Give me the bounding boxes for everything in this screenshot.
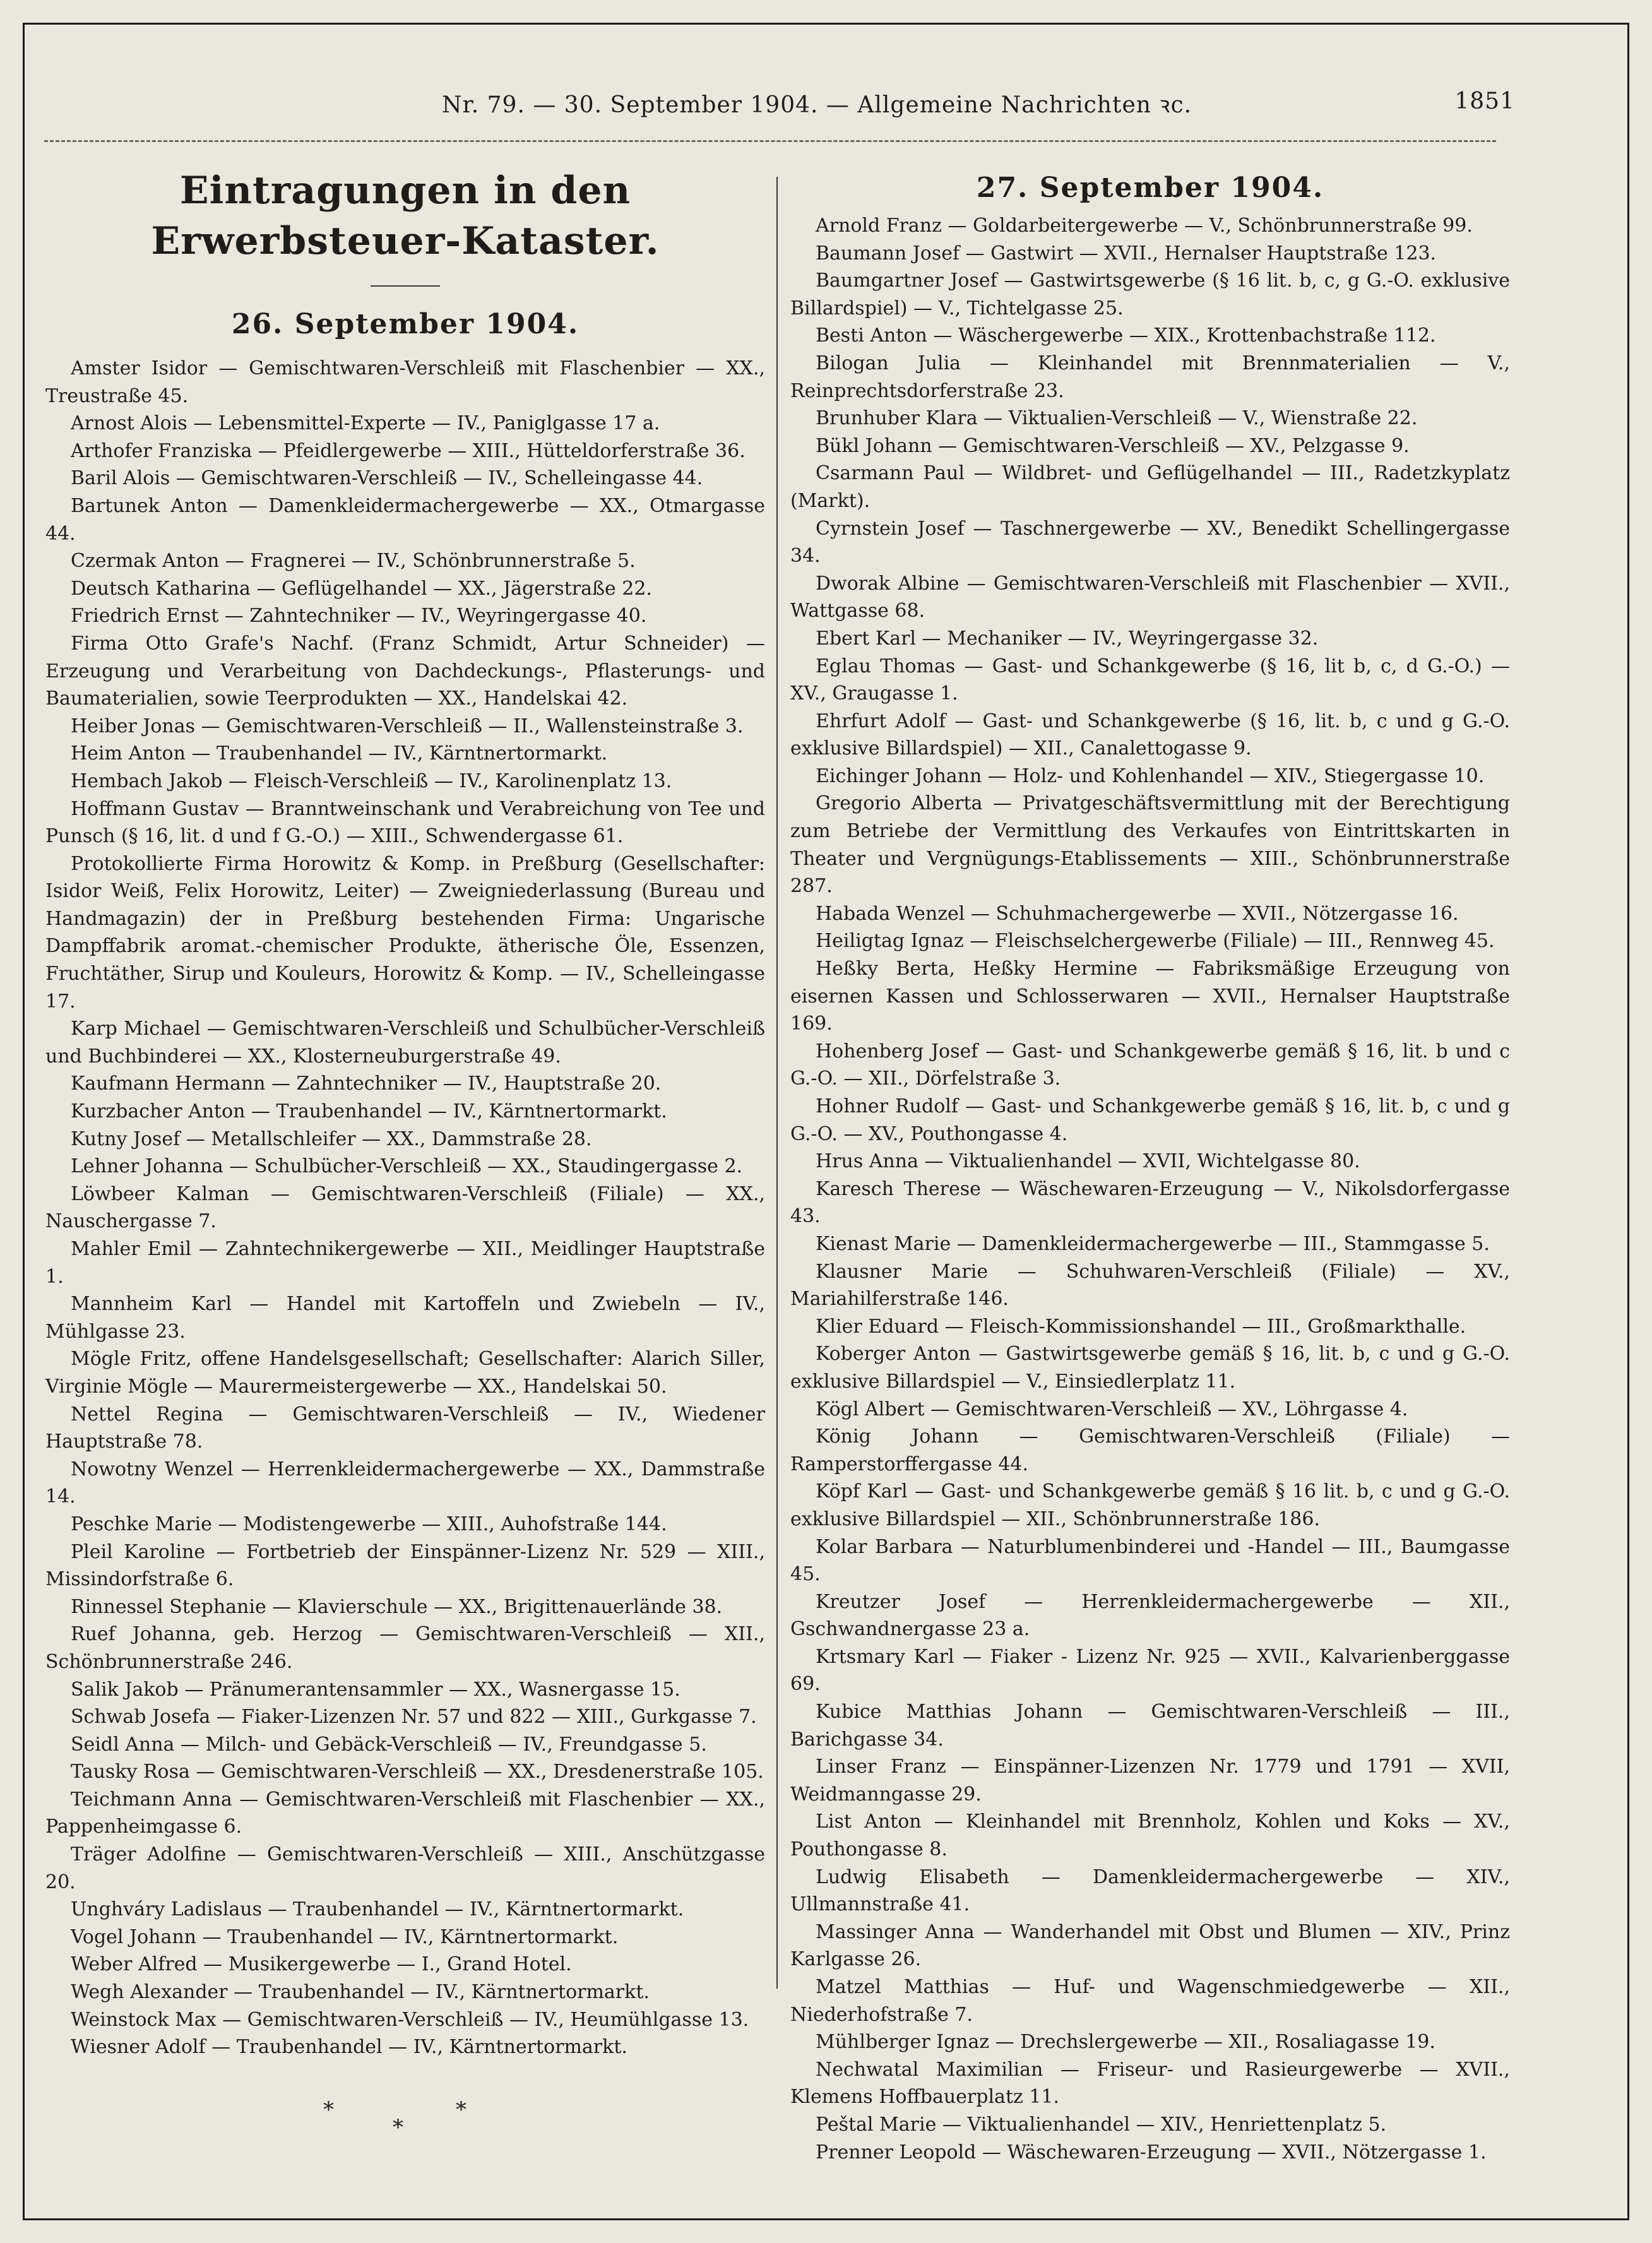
register-entry: Bükl Johann — Gemischtwaren-Verschleiß — XV., Pelzgasse 9. (816, 434, 1410, 457)
register-entry: Weinstock Max — Gemischtwaren-Verschleiß — IV., Heumühlgasse 13. (71, 2008, 749, 2031)
register-entry: Eichinger Johann — Holz- und Kohlenhandel — XIV., Stiegergasse 10. (816, 765, 1485, 787)
left-column (45, 158, 765, 2160)
right-column (790, 158, 1510, 2166)
register-entry: Kolar Barbara — Naturblumenbinderei und -Handel — III., Baumgasse 45. (790, 1535, 1510, 1586)
register-entry: Karesch Therese — Wäschewaren-Erzeugung — V., Nikolsdorfergasse 43. (790, 1177, 1510, 1228)
asterisk: * (456, 2097, 466, 2122)
register-entry: Kienast Marie — Damenkleidermachergewerbe — III., Stammgasse 5. (816, 1232, 1490, 1255)
register-entry: Czermak Anton — Fragnerei — IV., Schönbrunnerstraße 5. (71, 550, 636, 573)
date-heading-left: 26. September 1904. (231, 308, 579, 340)
register-entry: Heim Anton — Traubenhandel — IV., Kärntnertormarkt. (71, 742, 608, 765)
register-entry: Brunhuber Klara — Viktualien-Verschleiß — V., Wienstraße 22. (816, 407, 1418, 430)
register-entry: Baumgartner Josef — Gastwirtsgewerbe (§ 16 lit. b, c, g G.-O. exklusive Billardspiel) — V., Tichtelgasse 25. (790, 270, 1510, 319)
register-entry: Firma Otto Grafe's Nachf. (Franz Schmidt, Artur Schneider) — Erzeugung und Verarbeitung von Dachdeckungs-, Pflasterungs- und Baumaterialien, sowie Teerprodukten — XX., Handelskai 42. (45, 632, 765, 710)
register-entry: Csarmann Paul — Wildbret- und Geflügelhandel — III., Radetzkyplatz (Markt). (790, 462, 1510, 512)
register-entry: Klausner Marie — Schuhwaren-Verschleiß (Filiale) — XV., Mariahilferstraße 146. (790, 1260, 1510, 1311)
register-entry: Wiesner Adolf — Traubenhandel — IV., Kärntnertormarkt. (71, 2036, 627, 2059)
register-entry: Seidl Anna — Milch- und Gebäck-Verschleiß — IV., Freundgasse 5. (71, 1733, 707, 1756)
register-entry: Massinger Anna — Wanderhandel mit Obst und Blumen — XIV., Prinz Karlgasse 26. (790, 1920, 1510, 1971)
asterisk: * (323, 2097, 334, 2122)
register-entry: Teichmann Anna — Gemischtwaren-Verschleiß mit Flaschenbier — XX., Pappenheimgasse 6. (45, 1788, 765, 1838)
register-entry: Heßky Berta, Heßky Hermine — Fabriksmäßige Erzeugung von eisernen Kassen und Schlosserwaren — XVII., Hernalser Hauptstraße 169. (790, 958, 1510, 1035)
register-entry: Kreutzer Josef — Herrenkleidermachergewerbe — XII., Gschwandnergasse 23 a. (790, 1590, 1510, 1641)
register-entry: Amster Isidor — Gemischtwaren-Verschleiß mit Flaschenbier — XX., Treustraße 45. (45, 357, 765, 407)
register-entry: Kaufmann Hermann — Zahntechniker — IV., Hauptstraße 20. (71, 1073, 662, 1095)
register-entry: Vogel Johann — Traubenhandel — IV., Kärntnertormarkt. (71, 1925, 619, 1948)
register-entry: König Johann — Gemischtwaren-Verschleiß (Filiale) — Ramperstorffergasse 44. (790, 1425, 1510, 1475)
date-heading-right: 27. September 1904. (976, 172, 1324, 204)
register-entry: Arnost Alois — Lebensmittel-Experte — IV., Paniglgasse 17 a. (71, 412, 660, 435)
register-entry: Peštal Marie — Viktualienhandel — XIV., Henriettenplatz 5. (816, 2113, 1387, 2136)
register-entry: Kögl Albert — Gemischtwaren-Verschleiß — XV., Löhrgasse 4. (816, 1398, 1408, 1420)
register-entry: Karp Michael — Gemischtwaren-Verschleiß und Schulbücher-Verschleiß und Buchbinderei — XX., Klosterneuburgerstraße 49. (45, 1018, 765, 1068)
column-divider (776, 177, 778, 1989)
register-entry: Krtsmary Karl — Fiaker - Lizenz Nr. 925 — XVII., Kalvarienberggasse 69. (790, 1645, 1510, 1696)
register-entry: Kutny Josef — Metallschleifer — XX., Dammstraße 28. (71, 1127, 592, 1150)
register-entry: Köpf Karl — Gast- und Schankgewerbe gemäß § 16 lit. b, c und g G.-O. exklusive Billardspiel — XII., Schönbrunnerstraße 186. (790, 1480, 1510, 1530)
register-entry: Arthofer Franziska — Pfeidlergewerbe — XIII., Hütteldorferstraße 36. (71, 439, 746, 462)
register-entry: Mühlberger Ignaz — Drechslergewerbe — XII., Rosaliagasse 19. (816, 2031, 1435, 2054)
register-entry: Baumann Josef — Gastwirt — XVII., Hernalser Hauptstraße 123. (816, 242, 1437, 265)
register-entry: Hohner Rudolf — Gast- und Schankgewerbe gemäß § 16, lit. b, c und g G.-O. — XV., Pouthongasse 4. (790, 1095, 1510, 1145)
register-entry: Ruef Johanna, geb. Herzog — Gemischtwaren-Verschleiß — XII., Schönbrunnerstraße 246. (45, 1623, 765, 1673)
register-entry: Wegh Alexander — Traubenhandel — IV., Kärntnertormarkt. (71, 1981, 650, 2004)
header-rule (44, 140, 1496, 142)
entry-list-right (790, 212, 1510, 2166)
entry-list-left (45, 355, 765, 2061)
section-title: Eintragungen in den Erwerbsteuer-Kataster. (151, 169, 660, 263)
register-entry: Ebert Karl — Mechaniker — IV., Weyringergasse 32. (816, 627, 1319, 650)
register-entry: Heiber Jonas — Gemischtwaren-Verschleiß — II., Wallensteinstraße 3. (71, 715, 744, 737)
register-entry: Hohenberg Josef — Gast- und Schankgewerbe gemäß § 16, lit. b und c G.-O. — XII., Dörfelstraße 3. (790, 1040, 1510, 1090)
register-entry: Mahler Emil — Zahntechnikergewerbe — XII., Meidlinger Hauptstraße 1. (45, 1238, 765, 1288)
register-entry: Deutsch Katharina — Geflügelhandel — XX., Jägerstraße 22. (71, 577, 653, 600)
header-issue-line: Nr. 79. — 30. September 1904. — Allgemeine Nachrichten ꝛc. (442, 92, 1192, 118)
register-entry: Mannheim Karl — Handel mit Kartoffeln und Zwiebeln — IV., Mühlgasse 23. (45, 1293, 765, 1343)
register-entry: Linser Franz — Einspänner-Lizenzen Nr. 1779 und 1791 — XVII, Weidmanngasse 29. (790, 1756, 1510, 1806)
register-entry: Unghváry Ladislaus — Traubenhandel — IV., Kärntnertormarkt. (71, 1898, 684, 1921)
register-entry: Kubice Matthias Johann — Gemischtwaren-Verschleiß — III., Barichgasse 34. (790, 1701, 1510, 1751)
register-entry: Nechwatal Maximilian — Friseur- und Rasieurgewerbe — XVII., Klemens Hoffbauerplatz 11. (790, 2058, 1510, 2109)
page-number: 1851 (1454, 88, 1515, 114)
register-entry: Baril Alois — Gemischtwaren-Verschleiß — IV., Schelleingasse 44. (71, 467, 703, 490)
register-entry: Habada Wenzel — Schuhmachergewerbe — XVII., Nötzergasse 16. (816, 902, 1459, 925)
title-rule (371, 285, 440, 287)
register-entry: Bartunek Anton — Damenkleidermachergewerbe — XX., Otmargasse 44. (45, 494, 765, 545)
register-entry: Matzel Matthias — Huf- und Wagenschmiedgewerbe — XII., Niederhofstraße 7. (790, 1976, 1510, 2026)
register-entry: Koberger Anton — Gastwirtsgewerbe gemäß § 16, lit. b, c und g G.-O. exklusive Billardspiel — V., Einsiedlerplatz 11. (790, 1343, 1510, 1393)
register-entry: Protokollierte Firma Horowitz & Komp. in Preßburg (Gesellschafter: Isidor Weiß, Felix Horowitz, Leiter) — Zweigniederlassung (Bureau und Handmagazin) der in Preßburg bestehenden Firma: Ungarische Dampffabrik aromat.-chemischer Produkte, ätherische Öle, Essenzen, Fruchtäther, Sirup und Kouleurs, Horowitz & Komp. — IV., Schelleingasse 17. (45, 852, 765, 1013)
register-entry: Dworak Albine — Gemischtwaren-Verschleiß mit Flaschenbier — XVII., Wattgasse 68. (790, 572, 1510, 622)
register-entry: Nowotny Wenzel — Herrenkleidermachergewerbe — XX., Dammstraße 14. (45, 1458, 765, 1508)
register-entry: Salik Jakob — Pränumerantensammler — XX., Wasnergasse 15. (71, 1678, 680, 1701)
register-entry: Arnold Franz — Goldarbeitergewerbe — V., Schönbrunnerstraße 99. (816, 215, 1473, 237)
register-entry: Gregorio Alberta — Privatgeschäftsvermittlung mit der Berechtigung zum Betriebe der Vermittlung des Verkaufes von Eintrittskarten in Theater und Vergnügungs-Etablissements — XIII., Schönbrunnerstraße 287. (790, 792, 1510, 898)
register-entry: Tausky Rosa — Gemischtwaren-Verschleiß — XX., Dresdenerstraße 105. (71, 1761, 764, 1783)
register-entry: Schwab Josefa — Fiaker-Lizenzen Nr. 57 und 822 — XIII., Gurkgasse 7. (71, 1706, 757, 1728)
register-entry: Rinnessel Stephanie — Klavierschule — XX., Brigittenauerlände 38. (71, 1595, 723, 1618)
register-entry: Hrus Anna — Viktualienhandel — XVII, Wichtelgasse 80. (816, 1150, 1360, 1173)
register-entry: Peschke Marie — Modistengewerbe — XIII., Auhofstraße 144. (71, 1513, 667, 1535)
asterism (45, 2097, 765, 2160)
register-entry: Friedrich Ernst — Zahntechniker — IV., Weyringergasse 40. (71, 605, 647, 628)
running-header (114, 88, 1540, 126)
register-entry: Ludwig Elisabeth — Damenkleidermachergewerbe — XIV., Ullmannstraße 41. (790, 1865, 1510, 1916)
register-entry: List Anton — Kleinhandel mit Brennholz, Kohlen und Koks — XV., Pouthongasse 8. (790, 1811, 1510, 1861)
register-entry: Löwbeer Kalman — Gemischtwaren-Verschleiß (Filiale) — XX., Nauschergasse 7. (45, 1182, 765, 1233)
asterisk: * (393, 2114, 403, 2140)
register-entry: Ehrfurt Adolf — Gast- und Schankgewerbe (§ 16, lit. b, c und g G.-O. exklusive Billardspiel) — XII., Canalettogasse 9. (790, 710, 1510, 760)
register-entry: Prenner Leopold — Wäschewaren-Erzeugung — XVII., Nötzergasse 1. (816, 2141, 1487, 2163)
register-entry: Kurzbacher Anton — Traubenhandel — IV., Kärntnertormarkt. (71, 1100, 667, 1123)
register-entry: Lehner Johanna — Schulbücher-Verschleiß — XX., Staudingergasse 2. (71, 1155, 743, 1178)
register-entry: Klier Eduard — Fleisch-Kommissionshandel — III., Großmarkthalle. (816, 1315, 1466, 1338)
register-entry: Hoffmann Gustav — Branntweinschank und Verabreichung von Tee und Punsch (§ 16, lit. d und f G.-O.) — XIII., Schwendergasse 61. (45, 797, 765, 848)
register-entry: Nettel Regina — Gemischtwaren-Verschleiß — IV., Wiedener Hauptstraße 78. (45, 1403, 765, 1453)
register-entry: Cyrnstein Josef — Taschnergewerbe — XV., Benedikt Schellingergasse 34. (790, 517, 1510, 568)
register-entry: Mögle Fritz, offene Handelsgesellschaft; Gesellschafter: Alarich Siller, Virginie Mögle — Maurermeistergewerbe — XX., Handelskai 50. (45, 1348, 765, 1398)
register-entry: Bilogan Julia — Kleinhandel mit Brennmaterialien — V., Reinprechtsdorferstraße 23. (790, 352, 1510, 402)
register-entry: Hembach Jakob — Fleisch-Verschleiß — IV., Karolinenplatz 13. (71, 770, 672, 792)
register-entry: Pleil Karoline — Fortbetrieb der Einspänner-Lizenz Nr. 529 — XIII., Missindorfstraße 6. (45, 1540, 765, 1591)
register-entry: Heiligtag Ignaz — Fleischselchergewerbe (Filiale) — III., Rennweg 45. (816, 930, 1495, 953)
register-entry: Eglau Thomas — Gast- und Schankgewerbe (§ 16, lit b, c, d G.-O.) — XV., Graugasse 1. (790, 655, 1510, 705)
register-entry: Weber Alfred — Musikergewerbe — I., Grand Hotel. (71, 1953, 572, 1976)
register-entry: Träger Adolfine — Gemischtwaren-Verschleiß — XIII., Anschützgasse 20. (45, 1843, 765, 1893)
register-entry: Besti Anton — Wäschergewerbe — XIX., Krottenbachstraße 112. (816, 324, 1436, 347)
